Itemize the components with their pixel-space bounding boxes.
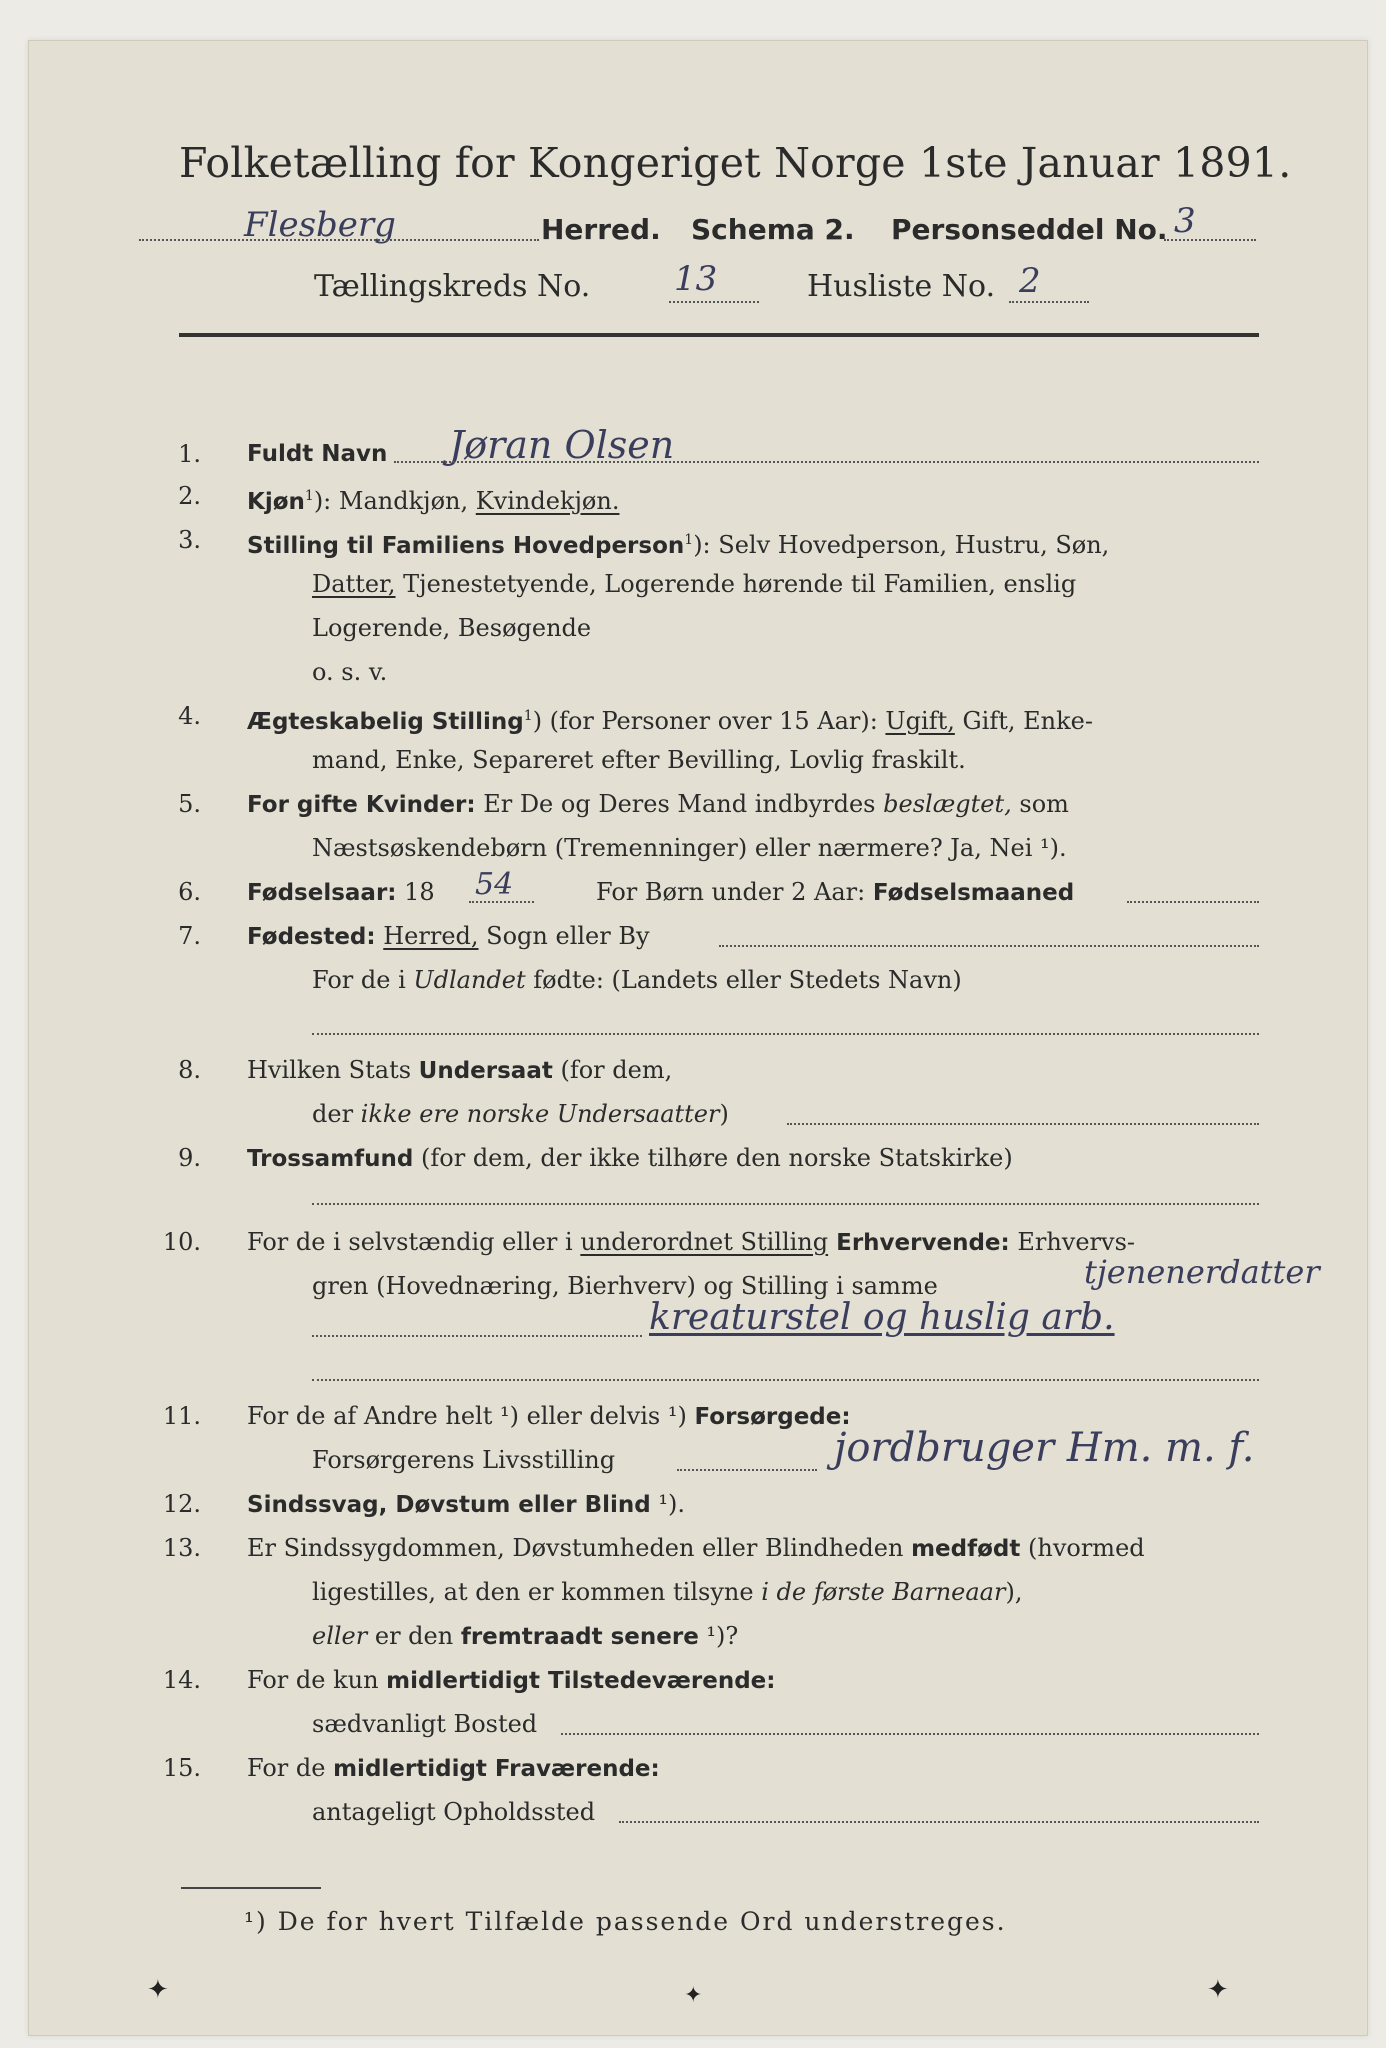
q13-line2: ligestilles, at den er kommen tilsyne i de første Barneaar), <box>312 1578 1023 1606</box>
q12-line: Sindssvag, Døvstum eller Blind ¹). <box>247 1490 686 1518</box>
q9-line: Trossamfund (for dem, der ikke tilhøre den norske Statskirke) <box>247 1144 1013 1172</box>
husliste-value: 2 <box>1019 261 1041 301</box>
q7-line1: Fødested: Herred, Sogn eller By <box>247 922 650 950</box>
item-number: 4. <box>178 702 201 730</box>
q3-line3: Logerende, Besøgende <box>312 614 592 642</box>
corner-mark-icon: ✦ <box>684 1983 703 2008</box>
item-number: 6. <box>178 878 201 906</box>
item-number: 15. <box>162 1754 201 1782</box>
corner-mark-icon: ✦ <box>1207 1975 1229 2005</box>
q4-line1: Ægteskabelig Stilling$^1$) (for Personer over 15 Aar): Ugift, Gift, Enke- <box>247 707 1093 735</box>
personseddel-value: 3 <box>1174 201 1196 241</box>
herred-value: Flesberg <box>244 205 396 245</box>
q15-line2: antageligt Opholdssted <box>312 1798 596 1826</box>
q3-line4: o. s. v. <box>312 658 388 686</box>
q10-occupation-value-1: tjenenerdatter <box>1084 1253 1320 1291</box>
corner-mark-icon: ✦ <box>147 1975 169 2005</box>
item-number: 8. <box>178 1056 201 1084</box>
q8-line1: Hvilken Stats Undersaat (for dem, <box>247 1056 673 1084</box>
footnote: ¹) De for hvert Tilfælde passende Ord understreges. <box>244 1907 1007 1936</box>
herred-label: Herred. <box>541 213 661 246</box>
q13-line1: Er Sindssygdommen, Døvstumheden eller Blindheden medfødt (hvormed <box>247 1534 1145 1562</box>
header-rule <box>179 333 1259 337</box>
q13-line3: eller er den fremtraadt senere ¹)? <box>312 1622 739 1650</box>
census-form-page <box>28 40 1368 2036</box>
q15-line1: For de midlertidigt Fraværende: <box>247 1754 660 1782</box>
item-number: 9. <box>178 1144 201 1172</box>
q10-line1: For de i selvstændig eller i underordnet Stilling Erhvervende: Erhvervs- <box>247 1228 1136 1256</box>
q3-line1: Stilling til Familiens Hovedperson$^1$): Selv Hovedperson, Hustru, Søn, <box>247 531 1110 559</box>
item-number: 11. <box>162 1402 201 1430</box>
q6-line: Fødselsaar: 18 <box>247 878 435 906</box>
q1-label: Fuldt Navn <box>247 441 388 467</box>
footnote-rule <box>181 1887 321 1889</box>
husliste-label: Husliste No. <box>807 269 996 304</box>
item-number: 3. <box>178 526 201 554</box>
item-number: 5. <box>178 790 201 818</box>
q11-line2: Forsørgerens Livsstilling <box>312 1446 616 1474</box>
q8-line2: der ikke ere norske Undersaatter) <box>312 1100 729 1128</box>
item-number: 7. <box>178 922 201 950</box>
item-number: 13. <box>162 1534 201 1562</box>
q11-provider-value: jordbruger Hm. m. f. <box>834 1425 1255 1471</box>
item-number: 12. <box>162 1490 201 1518</box>
q3-line2: Datter, Tjenestetyende, Logerende hørende til Familien, enslig <box>312 570 1077 598</box>
item-number: 10. <box>162 1228 201 1256</box>
q5-line1: For gifte Kvinder: Er De og Deres Mand indbyrdes beslægtet, som <box>247 790 1069 818</box>
q5-line2: Næstsøskendebørn (Tremenninger) eller nærmere? Ja, Nei ¹). <box>312 834 1067 862</box>
q4-line2: mand, Enke, Separeret efter Bevilling, Lovlig fraskilt. <box>312 746 966 774</box>
q1-full-name-value: Jøran Olsen <box>449 423 675 467</box>
item-number: 14. <box>162 1666 201 1694</box>
q14-line1: For de kun midlertidigt Tilstedeværende: <box>247 1666 776 1694</box>
item-number: 2. <box>178 482 201 510</box>
q11-line1: For de af Andre helt ¹) eller delvis ¹) Forsørgede: <box>247 1402 851 1430</box>
q10-line2: gren (Hovednæring, Bierhverv) og Stilling i samme <box>312 1272 938 1300</box>
q10-occupation-value-2: kreaturstel og huslig arb. <box>649 1297 1115 1338</box>
personseddel-label: Personseddel No. <box>891 213 1168 246</box>
form-title: Folketælling for Kongeriget Norge 1ste Januar 1891. <box>179 139 1292 187</box>
q6-birth-year-value: 54 <box>475 867 514 902</box>
q2-line: Kjøn$^1$): Mandkjøn, Kvindekjøn. <box>247 487 620 515</box>
item-number: 1. <box>178 440 201 468</box>
q14-line2: sædvanligt Bosted <box>312 1710 538 1738</box>
schema-label: Schema 2. <box>691 213 855 246</box>
q6-line-rest: For Børn under 2 Aar: Fødselsmaaned <box>596 878 1075 906</box>
kreds-value: 13 <box>674 259 718 299</box>
q7-line2: For de i Udlandet fødte: (Landets eller Stedets Navn) <box>312 966 962 994</box>
kreds-label: Tællingskreds No. <box>314 269 591 304</box>
